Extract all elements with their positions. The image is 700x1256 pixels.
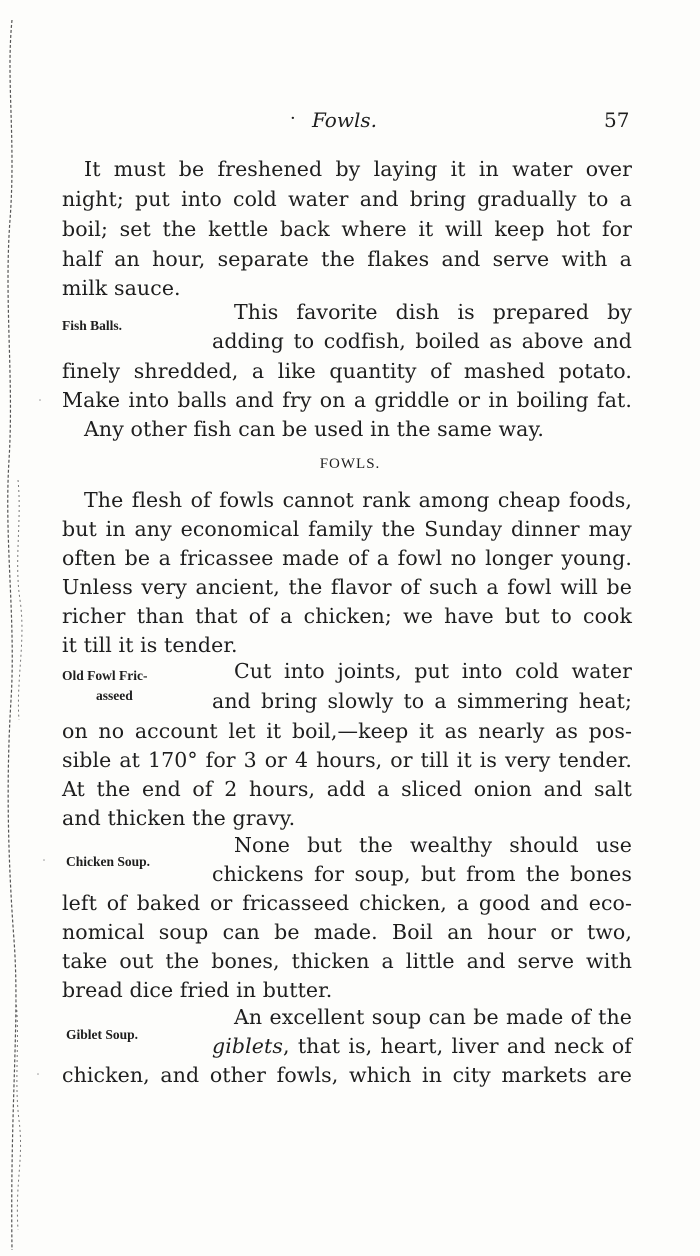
stitch-line: [8, 20, 16, 1250]
page-number: 57: [604, 108, 630, 132]
text-line: nomical soup can be made. Boil an hour or two,: [62, 920, 632, 944]
running-head: Fowls.: [312, 108, 377, 132]
text-line: adding to codfish, boiled as above and: [212, 329, 632, 353]
text-line: on no account let it boil,—keep it as nearly as pos-: [62, 719, 632, 743]
text-line: Unless very ancient, the flavor of such a fowl will be: [62, 575, 632, 599]
text-line-giblets: [212, 1031, 632, 1061]
stitch-line-2: [18, 480, 22, 720]
section-heading: FOWLS.: [319, 456, 381, 472]
text-line: Make into balls and fry on a griddle or in boiling fat.: [62, 388, 632, 412]
giblets-rest: , that is, heart, liver and neck of: [282, 1034, 632, 1058]
text-line: boil; set the kettle back where it will keep hot for: [62, 217, 632, 241]
text-line: At the end of 2 hours, add a sliced onion and salt: [62, 777, 632, 801]
text-line: it till it is tender.: [62, 633, 238, 657]
text-line: richer than that of a chicken; we have but to cook: [62, 604, 632, 628]
text-line: milk sauce.: [62, 276, 181, 300]
text-line: half an hour, separate the flakes and serve with a: [62, 247, 632, 271]
text-line: and bring slowly to a simmering heat;: [212, 689, 632, 713]
text-line: Any other fish can be used in the same way.: [84, 417, 545, 441]
text-line: take out the bones, thicken a little and serve with: [62, 949, 632, 973]
text-line: None but the wealthy should use: [234, 833, 632, 857]
sidenote-chicken-soup: Chicken Soup.: [66, 854, 151, 869]
sidenote-giblet-soup: Giblet Soup.: [66, 1027, 139, 1042]
text-line: The flesh of fowls cannot rank among cheap foods,: [84, 488, 632, 512]
sidenote-old-fowl-1: Old Fowl Fric-: [62, 668, 148, 683]
text-line: and thicken the gravy.: [62, 806, 296, 830]
text-line: night; put into cold water and bring gradually to a: [62, 187, 632, 211]
text-line: left of baked or fricasseed chicken, a good and eco-: [62, 891, 632, 915]
text-line: chicken, and other fowls, which in city markets are: [62, 1063, 632, 1087]
text-line: Cut into joints, put into cold water: [234, 659, 632, 683]
text-line: This favorite dish is prepared by: [234, 300, 632, 324]
text-line: finely shredded, a like quantity of mashed potato.: [62, 359, 632, 383]
text-line: often be a fricassee made of a fowl no longer young.: [62, 546, 632, 570]
text-line: An excellent soup can be made of the: [234, 1005, 632, 1029]
giblets-italic: giblets: [212, 1034, 283, 1058]
page-header: [0, 108, 700, 138]
binding-gutter: [0, 0, 60, 1256]
text-line: It must be freshened by laying it in water over: [84, 157, 632, 181]
sidenote-old-fowl-2: asseed: [96, 688, 133, 703]
header-dash: ·: [290, 108, 296, 129]
text-line: sible at 170° for 3 or 4 hours, or till it is very tender.: [62, 748, 632, 772]
text-line: chickens for soup, but from the bones: [212, 862, 632, 886]
sidenote-fish-balls: Fish Balls.: [62, 318, 123, 333]
text-line: but in any economical family the Sunday dinner may: [62, 517, 632, 541]
text-line: bread dice fried in butter.: [62, 978, 333, 1002]
stitch-line-3: [16, 1000, 21, 1230]
